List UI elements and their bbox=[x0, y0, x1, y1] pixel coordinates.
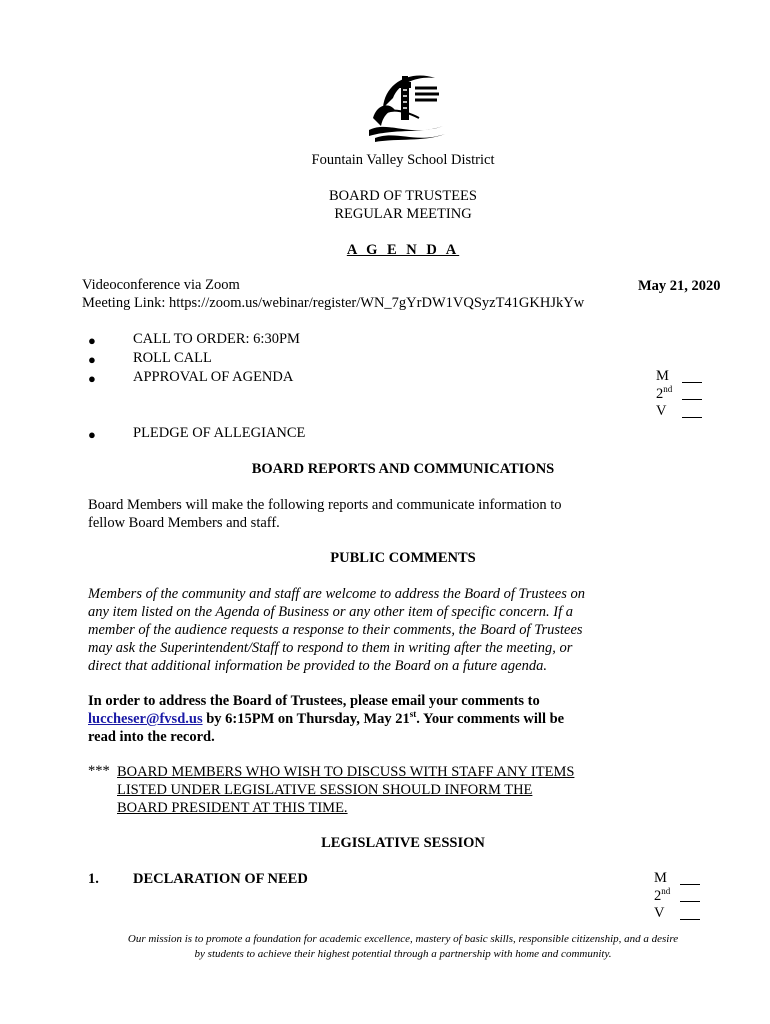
vote-record bbox=[654, 870, 714, 923]
email-instructions: In order to address the Board of Trustees, please email your comments to luccheser@fvsd.us by 6:15PM on Thursday, May 21st. Your comments will be read into the record. bbox=[88, 693, 565, 745]
district-lighthouse-logo bbox=[363, 68, 447, 144]
section-heading-public-comments: PUBLIC COMMENTS bbox=[330, 550, 476, 566]
agenda-item-roll-call: ROLL CALL bbox=[133, 350, 212, 366]
vote-second-label: 2nd bbox=[656, 383, 673, 402]
notice-stars: *** bbox=[88, 763, 110, 779]
vote-second-label: 2nd bbox=[654, 885, 671, 904]
public-comments-text: Members of the community and staff are welcome to address the Board of Trustees on any item listed on the Agenda of Business or any other item of specific concern. If a member of the audience requests a response to their comments, the Board of Trustees may ask the Superintendent/Staff to respond to them in writing after the meeting, or direct that additional information be provided to the Board on a future agenda. bbox=[88, 586, 585, 674]
agenda-item-pledge: PLEDGE OF ALLEGIANCE bbox=[133, 425, 306, 441]
meeting-location: Videoconference via Zoom bbox=[82, 277, 240, 293]
district-name: Fountain Valley School District bbox=[311, 152, 495, 168]
agenda-item-call-to-order: CALL TO ORDER: 6:30PM bbox=[133, 331, 300, 347]
agenda-title: A G E N D A bbox=[346, 242, 460, 258]
item-number: 1. bbox=[88, 871, 99, 887]
meeting-type: REGULAR MEETING bbox=[334, 206, 472, 222]
vote-motion-line[interactable] bbox=[680, 884, 700, 885]
board-reports-text: Board Members will make the following reports and communicate information to fellow Board Members and staff. bbox=[88, 497, 562, 531]
agenda-item-approval: APPROVAL OF AGENDA bbox=[133, 369, 294, 385]
section-heading-board-reports: BOARD REPORTS AND COMMUNICATIONS bbox=[251, 461, 555, 477]
vote-motion-label: M bbox=[656, 368, 669, 384]
bullet-icon: ● bbox=[88, 333, 96, 348]
meeting-date: May 21, 2020 bbox=[638, 278, 721, 294]
email-link[interactable]: luccheser@fvsd.us bbox=[88, 711, 203, 727]
item-declaration-of-need: DECLARATION OF NEED bbox=[133, 871, 308, 887]
bullet-icon: ● bbox=[88, 352, 96, 367]
vote-second-line[interactable] bbox=[682, 399, 702, 400]
mission-statement: Our mission is to promote a foundation for academic excellence, mastery of basic skills, responsible citizenship, and a desire by students to achieve their highest potential through a partnership with home and community. bbox=[127, 933, 679, 960]
board-title: BOARD OF TRUSTEES bbox=[329, 188, 477, 204]
meeting-link[interactable]: Meeting Link: https://zoom.us/webinar/register/WN_7gYrDW1VQSyzT41GKHJkYw bbox=[82, 295, 585, 311]
bullet-icon: ● bbox=[88, 427, 96, 442]
vote-motion-label: M bbox=[654, 870, 667, 886]
vote-vote-label: V bbox=[654, 905, 665, 921]
legislative-notice: BOARD MEMBERS WHO WISH TO DISCUSS WITH STAFF ANY ITEMS LISTED UNDER LEGISLATIVE SESSION SHOULD INFORM THE BOARD PRESIDENT AT THIS TIME. bbox=[117, 764, 575, 816]
bullet-icon: ● bbox=[88, 371, 96, 386]
vote-motion-line[interactable] bbox=[682, 382, 702, 383]
section-heading-legislative: LEGISLATIVE SESSION bbox=[321, 835, 485, 851]
vote-vote-label: V bbox=[656, 403, 667, 419]
vote-vote-line[interactable] bbox=[680, 919, 700, 920]
vote-record bbox=[656, 368, 716, 421]
vote-second-line[interactable] bbox=[680, 901, 700, 902]
vote-vote-line[interactable] bbox=[682, 417, 702, 418]
